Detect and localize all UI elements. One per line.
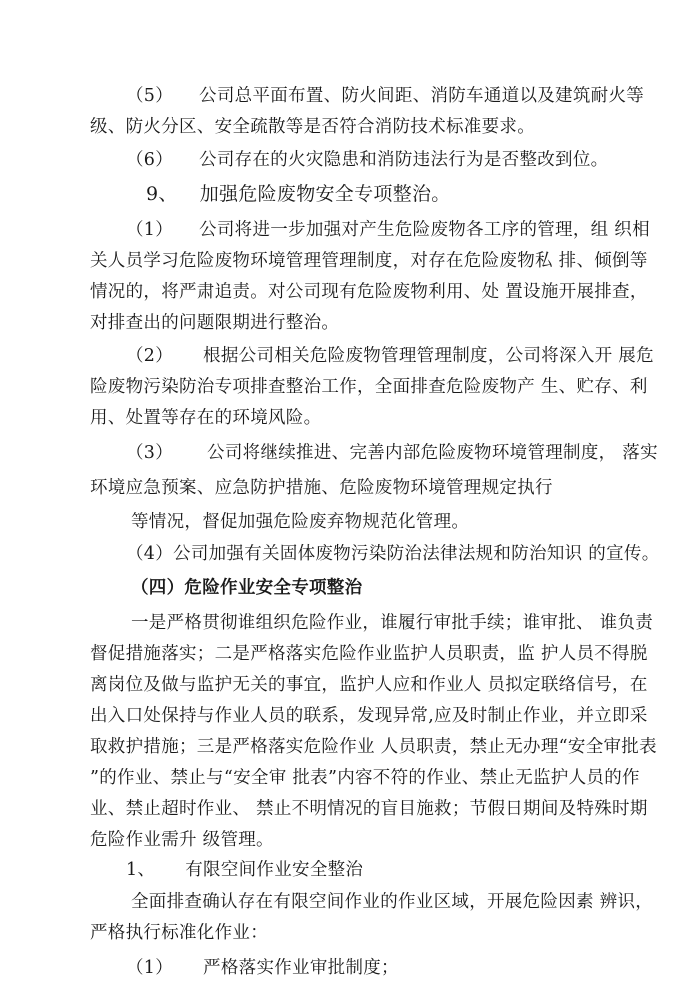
section-4-heading: （四）危险作业安全专项整治 [131,578,363,598]
paragraph-2-text-1: 根据公司相关危险废物管理管理制度，公司将深入开 展危 [203,346,654,366]
paragraph-4-line-1: （4）公司加强有关固体废物污染防治法律法规和防治知识 的宣传。 [126,544,660,564]
paragraph-5-number: （5） [126,86,174,106]
paragraph-6-line-1 [126,148,608,172]
paragraph-3-text-1: 公司将继续推进、完善内部危险废物环境管理制度， 落实 [207,443,658,463]
body-1-line-2: 督促措施落实；二是严格落实危险作业监护人员职责，监 护人员不得脱 [90,644,648,664]
last-item [126,956,399,980]
body-1-line-5: 取救护措施；三是严格落实危险作业 人员职责，禁止无办理“安全审批表 [90,737,657,757]
paragraph-3-number: （3） [126,443,174,463]
last-item-number: （1） [126,958,174,978]
body-1-line-8: 危险作业需升 级管理。 [90,830,274,850]
body-1-line-7: 业、禁止超时作业、 禁止不明情况的盲目施救；节假日期间及特殊时期 [90,799,648,819]
heading-9-text: 加强危险废物安全专项整治。 [199,183,451,205]
paragraph-1-line-1 [126,218,650,242]
paragraph-2-line-2: 险废物污染防治专项排查整治工作，全面排查危险废物产 生、贮存、利 [90,377,648,397]
paragraph-2-line-3: 用、处置等存在的环境风险。 [90,408,322,428]
heading-9-number: 9、 [146,183,178,205]
paragraph-2-line-1 [126,344,654,368]
body-1-line-6: ”的作业、禁止与“安全审 批表”内容不符的作业、禁止无监护人员的作 [90,768,640,788]
paragraph-1-text-1: 公司将进一步加强对产生危险废物各工序的管理，组 织相 [199,220,650,240]
paragraph-6-text-1: 公司存在的火灾隐患和消防违法行为是否整改到位。 [199,150,609,170]
body-1-line-3: 离岗位及做与监护无关的事宜，监护人应和作业人 员拟定联络信号，在 [90,675,648,695]
paragraph-1-line-2: 关人员学习危险废物环境管理管理制度，对存在危险废物私 排、倾倒等 [90,251,648,271]
last-item-text: 严格落实作业审批制度； [203,958,399,978]
heading-9 [146,182,451,206]
paragraph-6-number: （6） [126,150,174,170]
body-1-line-4: 出入口处保持与作业人员的联系，发现异常,应及时制止作业，并立即采 [90,706,648,726]
body-2-line-1: 全面排查确认存在有限空间作业的作业区域，开展危险因素 辨识， [131,892,654,912]
paragraph-3-line-1 [126,441,658,465]
paragraph-1-number: （1） [126,220,174,240]
paragraph-5-line-1 [126,84,644,108]
paragraph-1-line-4: 对排查出的问题限期进行整治。 [90,313,340,333]
paragraph-3-line-2: 环境应急预案、应急防护措施、危险废物环境管理规定执行 [90,478,553,498]
body-1-line-1: 一是严格贯彻谁组织危险作业，谁履行审批手续；谁审批、 谁负责 [131,613,654,633]
subheading-1-number: 1、 [126,860,156,880]
paragraph-2-number: （2） [126,346,174,366]
paragraph-1-line-3: 情况的，将严肃追责。对公司现有危险废物利用、处 置设施开展排查， [90,282,648,302]
paragraph-5-text-1: 公司总平面布置、防火间距、消防车通道以及建筑耐火等 [199,86,645,106]
subheading-1-text: 有限空间作业安全整治 [185,860,364,880]
body-2-line-2: 严格执行标准化作业： [90,923,268,943]
paragraph-5-line-2: 级、防火分区、安全疏散等是否符合消防技术标准要求。 [90,117,535,137]
subheading-1 [126,858,363,882]
paragraph-3-line-3: 等情况，督促加强危险废弃物规范化管理。 [131,512,470,532]
